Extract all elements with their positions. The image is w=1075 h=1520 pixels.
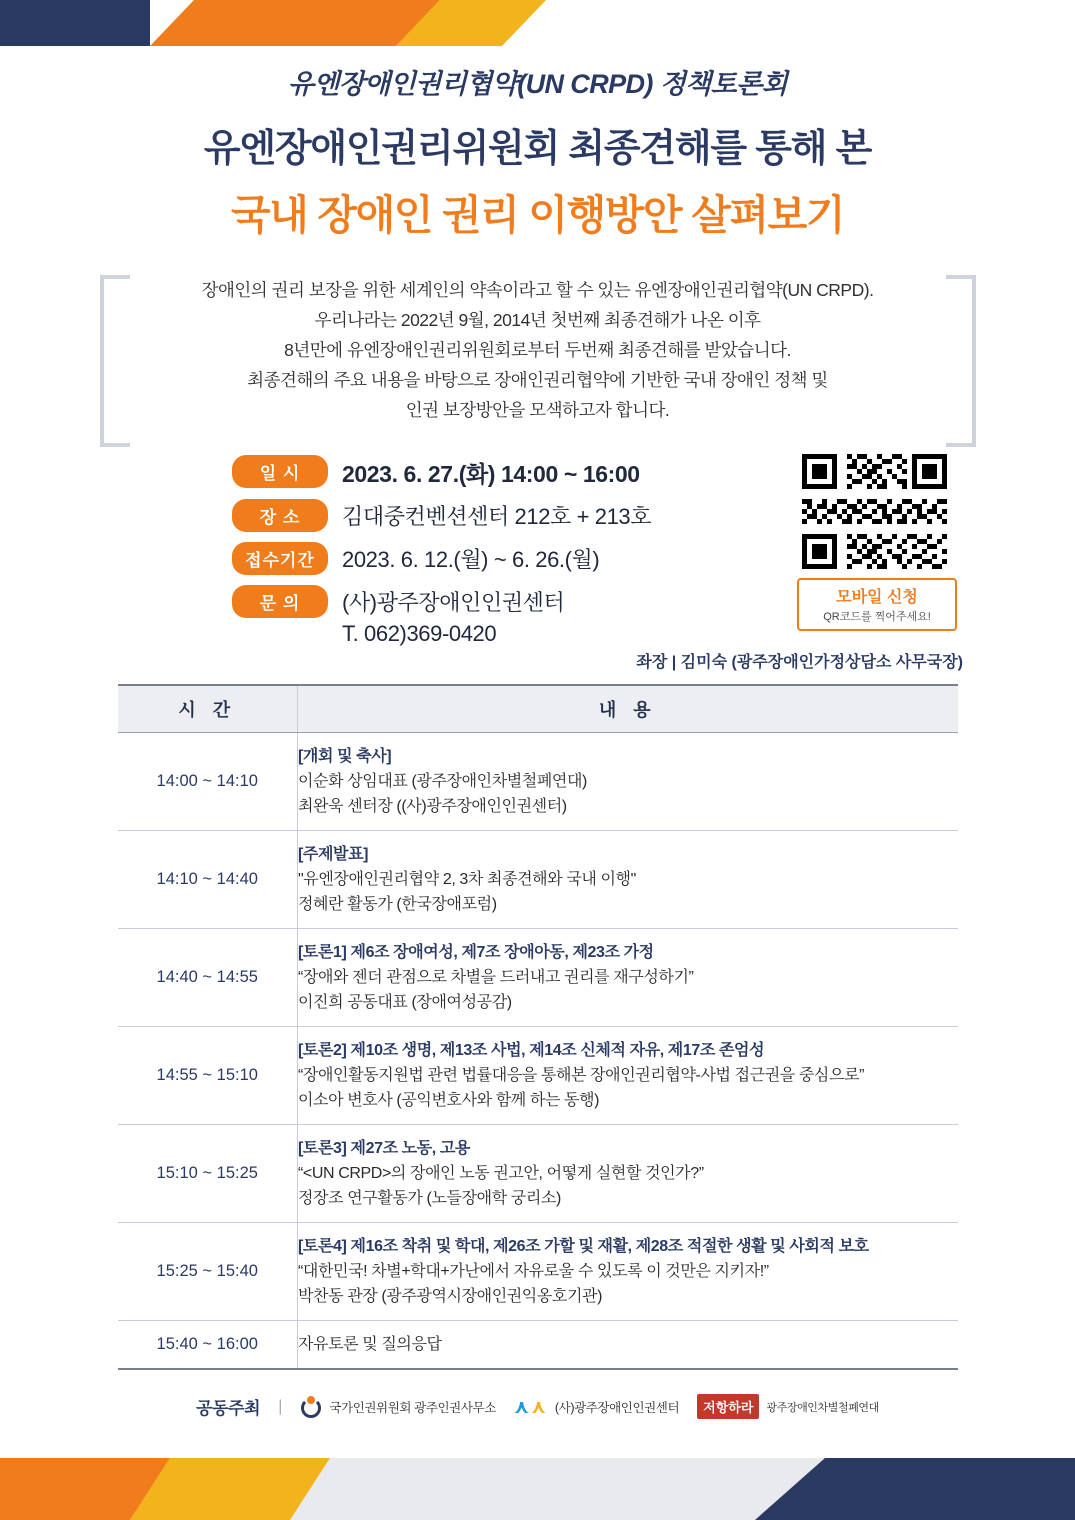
info-row-venue: [232, 499, 651, 532]
info-label-registration: 접수기간: [232, 542, 328, 575]
person-icon: [300, 1396, 322, 1418]
session-line: 정혜란 활동가 (한국장애포럼): [298, 896, 497, 913]
bottom-decoration: [0, 1458, 1075, 1520]
intro-block: [118, 275, 958, 425]
session-line: 이순화 상임대표 (광주장애인차별철폐연대): [298, 773, 587, 790]
page-title-line2: 국내 장애인 권리 이행방안 살펴보기: [230, 192, 845, 238]
column-header-time: 시 간: [118, 685, 298, 733]
cell-time: 15:25 ~ 15:40: [118, 1223, 298, 1321]
qr-caption: [797, 578, 957, 631]
intro-text: [118, 275, 958, 425]
kicker-text: 유엔장애인권리협약(UN CRPD) 정책토론회: [287, 69, 788, 99]
info-value-contact: [342, 585, 564, 647]
contact-phone: T. 062)369-0420: [342, 621, 497, 646]
chair-line: 좌장 | 김미숙 (광주장애인가정상담소 사무국장): [636, 654, 963, 671]
session-line: 이소아 변호사 (공익변호사와 함께 하는 동행): [298, 1092, 600, 1109]
session-line: 최완욱 센터장 ((사)광주장애인인권센터): [298, 798, 567, 815]
cell-content: [298, 1027, 958, 1125]
cell-content: [298, 831, 958, 929]
event-info: [0, 455, 1075, 655]
cell-content: [298, 1223, 958, 1321]
logo-gjdhrc-label: (사)광주장애인인권센터: [554, 1400, 680, 1415]
session-line: “대한민국! 차별+학대+가난에서 자유로울 수 있도록 이 것만은 지키자!”: [298, 1263, 769, 1280]
logo-gjdhrc: [514, 1396, 679, 1418]
info-label-datetime: 일 시: [232, 455, 328, 488]
session-line: 이진희 공동대표 (장애여성공감): [298, 994, 512, 1011]
bracket-right-icon: [946, 275, 976, 447]
bracket-left-icon: [100, 275, 130, 447]
cell-time: 14:00 ~ 14:10: [156, 772, 258, 790]
intro-line: 우리나라는 2022년 9월, 2014년 첫번째 최종견해가 나온 이후: [314, 310, 761, 330]
cell-time: 14:10 ~ 14:40: [118, 831, 298, 929]
info-row-contact: [232, 585, 651, 647]
info-row-registration: [232, 542, 651, 575]
people-icon: ⋏ ⋏: [513, 1396, 547, 1418]
qr-block[interactable]: [797, 449, 957, 631]
qr-caption-title: 모바일 신청: [836, 589, 918, 606]
logo-nhrc: [300, 1396, 496, 1418]
session-tag: [토론2] 제10조 생명, 제13조 사법, 제14조 신체적 자유, 제17조 존엄성: [298, 1042, 765, 1059]
session-line: “<UN CRPD>의 장애인 노동 권고안, 어떻게 실현할 것인가?”: [298, 1165, 704, 1182]
logo-solidarity: [697, 1394, 879, 1419]
info-row-datetime: [232, 455, 651, 489]
footer-divider: |: [278, 1397, 283, 1415]
session-tag: [토론1] 제6조 장애여성, 제7조 장애아동, 제23조 가정: [298, 944, 654, 961]
intro-line: 최종견해의 주요 내용을 바탕으로 장애인권리협약에 기반한 국내 장애인 정책 및: [247, 370, 828, 390]
cell-content: [298, 1125, 958, 1223]
table-row: [118, 1223, 958, 1321]
contact-org: (사)광주장애인인권센터: [342, 590, 565, 615]
session-line: 박찬동 관장 (광주광역시장애인권익옹호기관): [298, 1288, 603, 1305]
info-value-registration: 2023. 6. 12.(월) ~ 6. 26.(월): [342, 547, 600, 572]
session-tag: [토론4] 제16조 착취 및 학대, 제26조 가할 및 재활, 제28조 적절한 생활 및 사회적 보호: [298, 1238, 869, 1255]
page-title-line1: 유엔장애인권리위원회 최종견해를 통해 본: [203, 128, 872, 170]
column-header-content: 내 용: [298, 685, 958, 733]
qr-caption-sub: QR코드를 찍어주세요!: [823, 611, 931, 623]
resist-stamp-icon: [697, 1394, 759, 1419]
footer-organizers: [98, 1394, 978, 1419]
intro-line: 8년만에 유엔장애인권리위원회로부터 두번째 최종견해를 받았습니다.: [284, 340, 791, 360]
table-row: [118, 1321, 958, 1370]
info-value-venue: 김대중컨벤션센터 212호 + 213호: [342, 504, 652, 529]
table-row: [118, 831, 958, 929]
logo-solidarity-label: 광주장애인차별철폐연대: [766, 1401, 879, 1414]
table-header-row: [118, 685, 958, 733]
cell-time: 15:10 ~ 15:25: [118, 1125, 298, 1223]
session-tag: [주제발표]: [298, 846, 369, 863]
logo-nhrc-label: 국가인권위원회 광주인권사무소: [329, 1400, 496, 1415]
co-host-label: 공동주최: [196, 1399, 261, 1418]
session-line: “장애와 젠더 관점으로 차별을 드러내고 권리를 재구성하기”: [298, 969, 694, 986]
agenda-table: [118, 684, 958, 1370]
session-line: 정장조 연구활동가 (노들장애학 궁리소): [298, 1190, 561, 1207]
info-label-contact: 문 의: [232, 585, 328, 618]
resist-stamp-main: 저항하라: [703, 1400, 754, 1415]
intro-line: 장애인의 권리 보장을 위한 세계인의 약속이라고 할 수 있는 유엔장애인권리협약(UN CRPD).: [201, 280, 874, 300]
session-tag: [토론3] 제27조 노동, 고용: [298, 1140, 470, 1157]
session-line: 자유토론 및 질의응답: [298, 1336, 442, 1353]
top-left-decoration: [0, 0, 560, 46]
cell-time: 14:55 ~ 15:10: [118, 1027, 298, 1125]
cell-time: 14:40 ~ 14:55: [118, 929, 298, 1027]
session-line: "유엔장애인권리협약 2, 3차 최종견해와 국내 이행": [298, 871, 636, 888]
cell-time: 15:40 ~ 16:00: [118, 1321, 298, 1370]
session-tag: [개회 및 축사]: [298, 748, 392, 765]
info-value-datetime: 2023. 6. 27.(화) 14:00 ~ 16:00: [342, 461, 640, 487]
cell-content: [298, 733, 958, 831]
cell-content: [298, 1321, 958, 1370]
session-line: “장애인활동지원법 관련 법률대응을 통해본 장애인권리협약-사법 접근권을 중심으로”: [298, 1067, 865, 1084]
table-row: [118, 1125, 958, 1223]
intro-line: 인권 보장방안을 모색하고자 합니다.: [405, 400, 670, 420]
table-row: [118, 1027, 958, 1125]
table-row: [118, 929, 958, 1027]
cell-content: [298, 929, 958, 1027]
info-label-venue: 장 소: [232, 499, 328, 532]
qr-code-icon[interactable]: [797, 449, 952, 574]
table-row: [118, 733, 958, 831]
